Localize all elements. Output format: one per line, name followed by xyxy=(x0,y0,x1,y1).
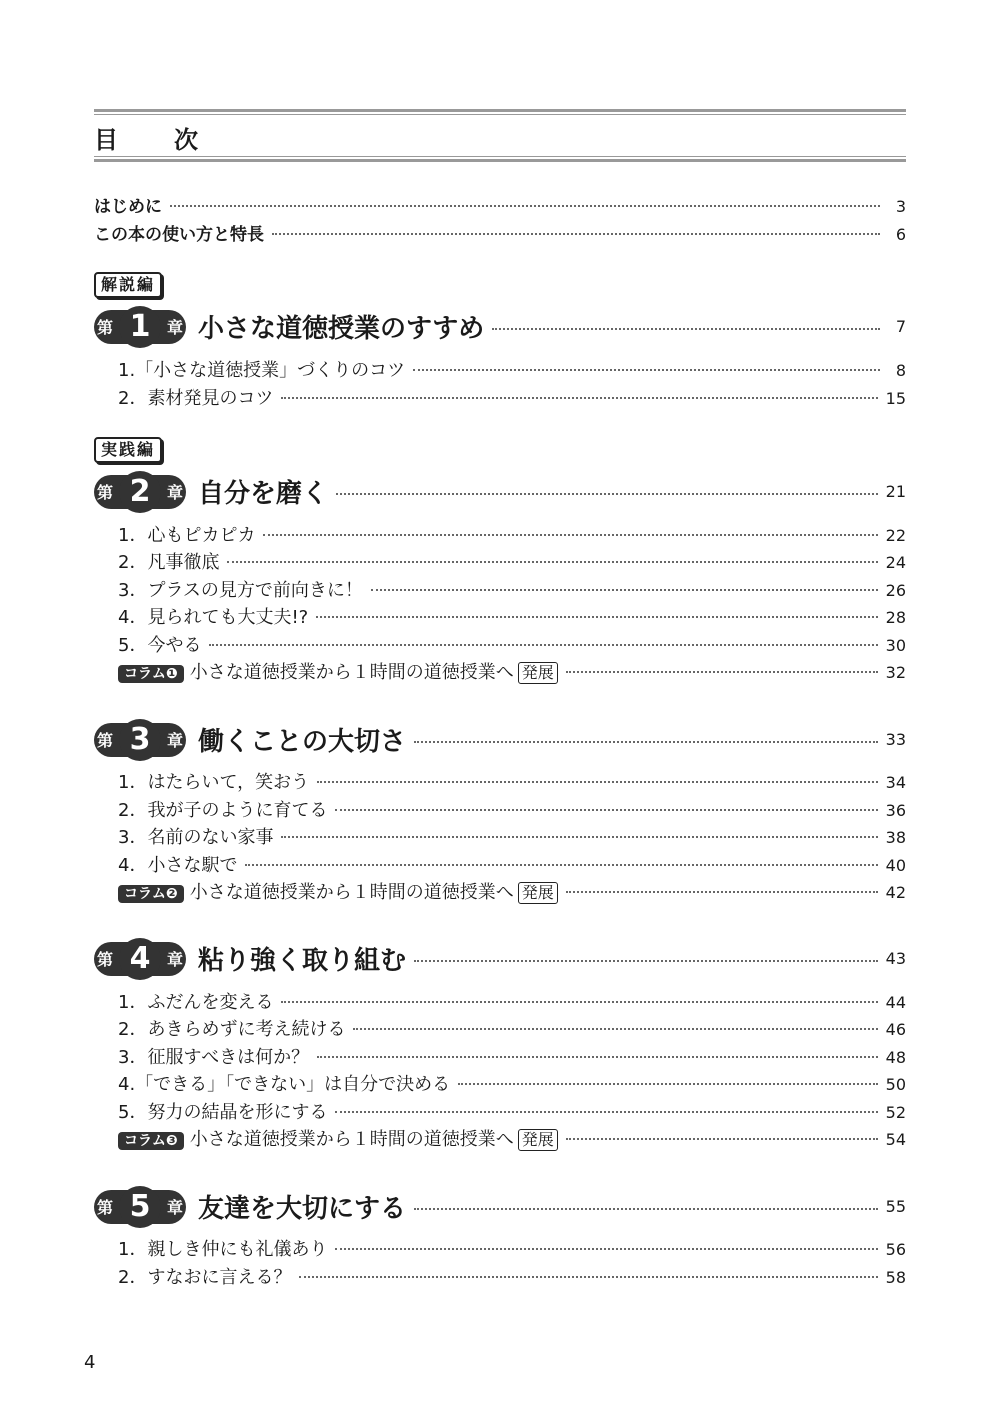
column-text: 小さな道徳授業から１時間の道徳授業へ xyxy=(189,662,514,683)
chapter-number: 4 xyxy=(119,938,161,980)
entry-page: 58 xyxy=(885,1268,906,1287)
entry-label: 1．親しき仲にも礼儀あり xyxy=(118,1239,328,1260)
leader-dots xyxy=(170,205,880,207)
entry-page: 38 xyxy=(885,828,906,847)
toc-column-entry[interactable] xyxy=(118,878,906,904)
entry-label: 3．プラスの見方で前向きに！ xyxy=(118,580,363,601)
entry-page: 28 xyxy=(885,608,906,627)
chapter-number: 1 xyxy=(119,306,161,348)
entry-page: 46 xyxy=(885,1020,906,1039)
chapter-4-row[interactable] xyxy=(94,940,906,977)
entry-page: 6 xyxy=(895,225,906,244)
chapter-badge xyxy=(94,1190,186,1224)
entry-label: 2．我が子のように育てる xyxy=(118,800,328,821)
chapter-title: 小さな道徳授業のすすめ xyxy=(198,314,485,344)
toc-entry[interactable] xyxy=(118,823,906,849)
entry-label: 2．素材発見のコツ xyxy=(118,388,274,409)
entry-label: 1．はたらいて，笑おう xyxy=(118,772,310,793)
toc-entry[interactable] xyxy=(118,1015,906,1041)
toc-entry[interactable] xyxy=(118,988,906,1014)
chapter-badge xyxy=(94,475,186,509)
chapter-3-row[interactable] xyxy=(94,721,906,758)
chapter-title: 自分を磨く xyxy=(198,479,329,509)
leader-dots xyxy=(281,836,877,838)
toc-entry[interactable] xyxy=(118,356,906,382)
entry-page: 32 xyxy=(885,663,906,682)
chapter-suffix: 章 xyxy=(167,318,184,337)
leader-dots xyxy=(272,233,880,235)
column-label xyxy=(118,1125,558,1151)
entry-page: 8 xyxy=(895,361,906,380)
entry-label: はじめに xyxy=(94,197,162,217)
toc-entry-intro[interactable] xyxy=(94,192,906,217)
chapter-prefix: 第 xyxy=(96,731,113,750)
leader-dots xyxy=(413,369,880,371)
leader-dots xyxy=(566,671,878,673)
leader-dots xyxy=(566,891,878,893)
toc-entry[interactable] xyxy=(118,603,906,629)
chapter-title: 友達を大切にする xyxy=(198,1194,407,1224)
chapter-number: 2 xyxy=(119,471,161,513)
part-label-commentary: 解説編 xyxy=(94,272,162,298)
entry-page: 42 xyxy=(885,883,906,902)
chapter-suffix: 章 xyxy=(167,1198,184,1217)
entry-label: 2．凡事徹底 xyxy=(118,552,220,573)
chapter-page: 55 xyxy=(885,1197,906,1216)
toc-entry[interactable] xyxy=(118,796,906,822)
entry-page: 24 xyxy=(885,553,906,572)
entry-page: 52 xyxy=(885,1103,906,1122)
chapter-badge xyxy=(94,942,186,976)
entry-label: 3．征服すべきは何か？ xyxy=(118,1047,310,1068)
toc-entry[interactable] xyxy=(118,521,906,547)
development-tag: 発展 xyxy=(518,662,558,684)
entry-page: 3 xyxy=(895,197,906,216)
column-badge: コラム❷ xyxy=(118,885,184,903)
entry-page: 50 xyxy=(885,1075,906,1094)
column-label xyxy=(118,878,558,904)
leader-dots xyxy=(414,1208,878,1210)
entry-label: 5．今やる xyxy=(118,635,202,656)
top-rule xyxy=(94,109,906,115)
leader-dots xyxy=(299,1276,877,1278)
leader-dots xyxy=(281,1001,877,1003)
entry-label: 5．努力の結晶を形にする xyxy=(118,1102,328,1123)
leader-dots xyxy=(227,561,877,563)
toc-entry[interactable] xyxy=(118,384,906,410)
leader-dots xyxy=(245,864,877,866)
toc-entry[interactable] xyxy=(118,1235,906,1261)
leader-dots xyxy=(353,1028,877,1030)
toc-entry[interactable] xyxy=(118,548,906,574)
page-number: 4 xyxy=(84,1352,96,1373)
leader-dots xyxy=(281,397,877,399)
entry-page: 34 xyxy=(885,773,906,792)
part-label-practice: 実践編 xyxy=(94,437,162,463)
leader-dots xyxy=(316,616,877,618)
entry-page: 22 xyxy=(885,526,906,545)
leader-dots xyxy=(209,644,877,646)
toc-column-entry[interactable] xyxy=(118,1125,906,1151)
entry-label: 4．小さな駅で xyxy=(118,855,238,876)
chapter-number: 5 xyxy=(119,1186,161,1228)
chapter-page: 21 xyxy=(885,482,906,501)
column-badge: コラム❶ xyxy=(118,665,184,683)
development-tag: 発展 xyxy=(518,1129,558,1151)
chapter-suffix: 章 xyxy=(167,483,184,502)
toc-entry[interactable] xyxy=(118,1070,906,1096)
chapter-5-row[interactable] xyxy=(94,1188,906,1225)
toc-entry[interactable] xyxy=(118,576,906,602)
entry-page: 36 xyxy=(885,801,906,820)
leader-dots xyxy=(492,328,880,330)
entry-label: 1．ふだんを変える xyxy=(118,992,274,1013)
entry-page: 54 xyxy=(885,1130,906,1149)
chapter-prefix: 第 xyxy=(96,950,113,969)
entry-label: 4.「できる」「できない」は自分で決める xyxy=(118,1074,451,1095)
entry-page: 40 xyxy=(885,856,906,875)
toc-entry[interactable] xyxy=(118,851,906,877)
chapter-suffix: 章 xyxy=(167,950,184,969)
toc-entry[interactable] xyxy=(118,1098,906,1124)
entry-page: 26 xyxy=(885,581,906,600)
chapter-page: 7 xyxy=(895,317,906,336)
toc-heading: 目 次 xyxy=(94,126,214,154)
toc-entry[interactable] xyxy=(118,768,906,794)
chapter-title: 粘り強く取り組む xyxy=(198,946,407,976)
leader-dots xyxy=(414,741,878,743)
chapter-prefix: 第 xyxy=(96,1198,113,1217)
entry-label: 1．心もピカピカ xyxy=(118,525,256,546)
entry-label: 1.「小さな道徳授業」づくりのコツ xyxy=(118,360,406,381)
chapter-prefix: 第 xyxy=(96,483,113,502)
chapter-suffix: 章 xyxy=(167,731,184,750)
entry-label: この本の使い方と特長 xyxy=(94,225,264,245)
toc-entry[interactable] xyxy=(118,1263,906,1289)
chapter-2-row[interactable] xyxy=(94,473,906,510)
leader-dots xyxy=(336,493,878,495)
entry-page: 44 xyxy=(885,993,906,1012)
leader-dots xyxy=(317,781,878,783)
column-text: 小さな道徳授業から１時間の道徳授業へ xyxy=(189,882,514,903)
leader-dots xyxy=(566,1138,878,1140)
column-badge: コラム❸ xyxy=(118,1132,184,1150)
leader-dots xyxy=(458,1083,877,1085)
leader-dots xyxy=(335,1111,877,1113)
chapter-1-row[interactable] xyxy=(94,308,906,345)
leader-dots xyxy=(335,1248,877,1250)
entry-page: 56 xyxy=(885,1240,906,1259)
chapter-page: 33 xyxy=(885,730,906,749)
chapter-badge xyxy=(94,723,186,757)
leader-dots xyxy=(371,589,878,591)
leader-dots xyxy=(263,534,877,536)
chapter-number: 3 xyxy=(119,719,161,761)
leader-dots xyxy=(317,1056,878,1058)
column-text: 小さな道徳授業から１時間の道徳授業へ xyxy=(189,1129,514,1150)
toc-entry[interactable] xyxy=(118,631,906,657)
entry-label: 2．あきらめずに考え続ける xyxy=(118,1019,346,1040)
column-label xyxy=(118,658,558,684)
heading-rule xyxy=(94,156,906,162)
leader-dots xyxy=(414,960,878,962)
chapter-title: 働くことの大切さ xyxy=(198,727,407,757)
toc-entry-usage[interactable] xyxy=(94,220,906,245)
entry-label: 2．すなおに言える？ xyxy=(118,1267,292,1288)
entry-label: 4．見られても大丈夫!? xyxy=(118,607,309,628)
development-tag: 発展 xyxy=(518,882,558,904)
leader-dots xyxy=(335,809,877,811)
chapter-badge xyxy=(94,310,186,344)
entry-label: 3．名前のない家事 xyxy=(118,827,274,848)
entry-page: 30 xyxy=(885,636,906,655)
chapter-prefix: 第 xyxy=(96,318,113,337)
toc-column-entry[interactable] xyxy=(118,658,906,684)
entry-page: 15 xyxy=(885,389,906,408)
toc-entry[interactable] xyxy=(118,1043,906,1069)
chapter-page: 43 xyxy=(885,949,906,968)
entry-page: 48 xyxy=(885,1048,906,1067)
